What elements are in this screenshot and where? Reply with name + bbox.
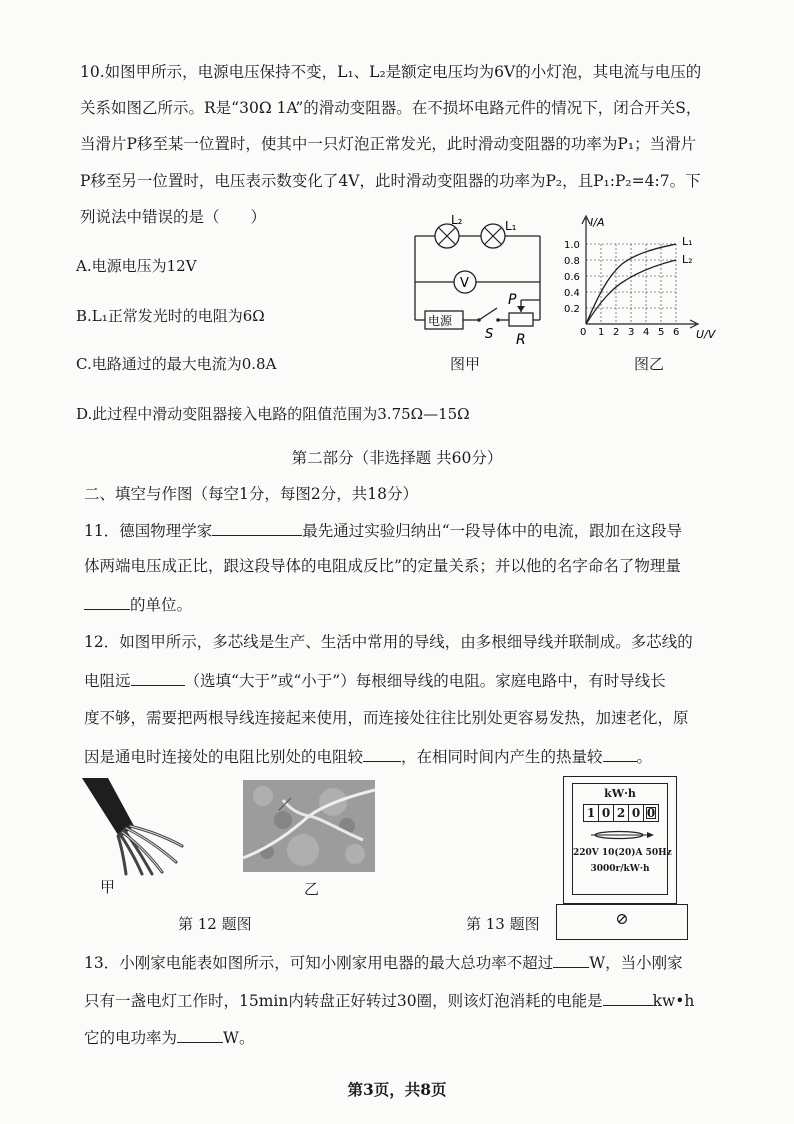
meter-digit: 2: [614, 805, 629, 821]
q12-text-a: 电阻远: [84, 672, 131, 690]
q10-line-5: 列说法中错误的是（ ）: [80, 208, 267, 226]
figure-13-caption: 第 13 题图: [466, 915, 540, 933]
graph-xlabel: U/V: [696, 328, 716, 341]
ytick-0.2: 0.2: [564, 304, 580, 315]
lamp-l1-icon: [481, 224, 505, 248]
meter-knob-icon: ⊘: [615, 909, 629, 928]
ytick-0.4: 0.4: [564, 288, 580, 299]
q10-line-2: 关系如图乙所示。R是“30Ω 1A”的滑动变阻器。在不损坏电路元件的情况下，闭合开关S，: [80, 99, 702, 117]
q13-text-d: kw•h: [652, 992, 695, 1010]
wire-joint-photo: [243, 780, 375, 872]
iu-graph: [558, 208, 718, 343]
label-l1: L₁: [505, 219, 517, 233]
meter-digit: 1: [584, 805, 599, 821]
q13-line-3: [84, 1027, 254, 1048]
multicore-wire-photo: [78, 776, 188, 876]
q12-line-1: 12．如图甲所示，多芯线是生产、生活中常用的导线，由多根细导线并联制成。多芯线的: [84, 633, 693, 651]
q12-text-d: ，在相同时间内产生的热量较: [401, 748, 603, 766]
q10-option-b: B.L₁正常发光时的电阻为6Ω: [76, 307, 265, 325]
q11-text-b: 最先通过实验归纳出“一段导体中的电流，跟加在这段导: [302, 522, 683, 540]
meter-digit: 0: [629, 805, 644, 821]
q12-line-4: [84, 746, 652, 767]
q13-blank-2[interactable]: [603, 990, 653, 1006]
q13-blank-1[interactable]: [553, 952, 589, 968]
q11-text-c: 的单位。: [130, 596, 193, 614]
slider-label-p: P: [508, 292, 517, 308]
q10-option-d: D.此过程中滑动变阻器接入电路的阻值范围为3.75Ω—15Ω: [76, 405, 470, 423]
q10-line-4: P移至另一位置时，电压表示数变化了4V，此时滑动变阻器的功率为P₂，且P₁:P₂=4:7。下: [80, 172, 701, 190]
q12-text-e: 。: [636, 748, 653, 766]
label-l2: L₂: [451, 213, 463, 227]
q11-blank-1[interactable]: [212, 520, 302, 536]
q12-blank-1[interactable]: [131, 670, 185, 686]
q13-text-a: 13．小刚家电能表如图所示，可知小刚家用电器的最大总功率不超过: [84, 954, 554, 972]
lamp-l2-icon: [435, 224, 459, 248]
q12-blank-2[interactable]: [363, 746, 401, 762]
ytick-1.0: 1.0: [564, 240, 580, 251]
ytick-0.6: 0.6: [564, 272, 580, 283]
figure-12-caption: 第 12 题图: [178, 915, 252, 933]
graph-ylabel: I/A: [590, 216, 605, 229]
q13-blank-3[interactable]: [177, 1027, 223, 1043]
xtick-5: 5: [658, 327, 665, 338]
q11-blank-2[interactable]: [84, 594, 130, 610]
q12-line-2: [84, 670, 666, 691]
meter-base: [556, 904, 688, 940]
xtick-2: 2: [613, 327, 620, 338]
switch-label: S: [485, 327, 494, 342]
page-footer: 第3页，共8页: [347, 1080, 447, 1099]
q12-line-3: 度不够，需要把两根导线连接起来使用，而连接处往往比别处更容易发热，加速老化，原: [84, 709, 689, 727]
q11-text-a: 11．德国物理学家: [84, 522, 213, 540]
meter-digit: 0: [599, 805, 614, 821]
q10-line-3: 当滑片P移至某一位置时，使其中一只灯泡正常发光，此时滑动变阻器的功率为P₁；当滑片: [80, 135, 697, 153]
q11-line-2: 体两端电压成正比，跟这段导体的电阻成反比”的定量关系；并以他的名字命名了物理量: [84, 557, 681, 575]
q13-text-c: 只有一盏电灯工作时，15min内转盘正好转过30圈，则该灯泡消耗的电能是: [84, 992, 603, 1010]
meter-disc-icon: [587, 828, 657, 842]
q12-text-b: （选填“大于”或“小于”）每根细导线的电阻。家庭电路中，有时导线长: [184, 672, 666, 690]
q13-line-1: [84, 952, 683, 973]
figure-jia-label: 甲: [100, 878, 116, 896]
electric-meter: [563, 776, 677, 904]
q10-line-1: 10.如图甲所示，电源电压保持不变，L₁、L₂是额定电压均为6V的小灯泡，其电流与电压的: [80, 63, 702, 81]
meter-display-panel: [572, 783, 672, 895]
q13-line-2: [84, 990, 694, 1011]
ytick-0.8: 0.8: [564, 256, 580, 267]
legend-l1: L₁: [682, 235, 693, 248]
meter-unit: kW·h: [604, 787, 636, 800]
part2-section-heading: 二、填空与作图（每空1分，每图2分，共18分）: [84, 485, 418, 503]
q13-text-e: 它的电功率为: [84, 1029, 178, 1047]
xtick-3: 3: [628, 327, 635, 338]
figure-yi-label: 乙: [304, 880, 320, 898]
q11-line-3: [84, 594, 192, 615]
power-source-label: 电源: [428, 314, 453, 328]
part2-title: 第二部分（非选择题 共60分）: [291, 449, 503, 467]
q12-blank-3[interactable]: [603, 746, 637, 762]
xtick-4: 4: [643, 327, 650, 338]
meter-digit-decimal: 0: [644, 805, 658, 821]
graph-caption: 图乙: [634, 355, 665, 373]
xtick-6: 6: [673, 327, 680, 338]
meter-digits: [583, 804, 659, 822]
circuit-caption: 图甲: [450, 355, 481, 373]
voltmeter-label: V: [460, 276, 469, 291]
legend-l2: L₂: [682, 253, 693, 266]
q13-text-b: W，当小刚家: [589, 954, 683, 972]
rheostat-label-r: R: [516, 332, 526, 348]
q13-text-f: W。: [223, 1029, 255, 1047]
q10-option-a: A.电源电压为12V: [76, 257, 197, 275]
q12-text-c: 因是通电时连接处的电阻比别处的电阻较: [84, 748, 364, 766]
xtick-0: 0: [580, 327, 587, 338]
xtick-1: 1: [598, 327, 605, 338]
meter-rate: 3000r/kW·h: [590, 864, 650, 874]
q11-line-1: [84, 520, 682, 541]
circuit-diagram: [405, 212, 555, 372]
meter-spec: 220V 10(20)A 50Hz: [573, 848, 672, 858]
q10-option-c: C.电路通过的最大电流为0.8A: [76, 355, 277, 373]
